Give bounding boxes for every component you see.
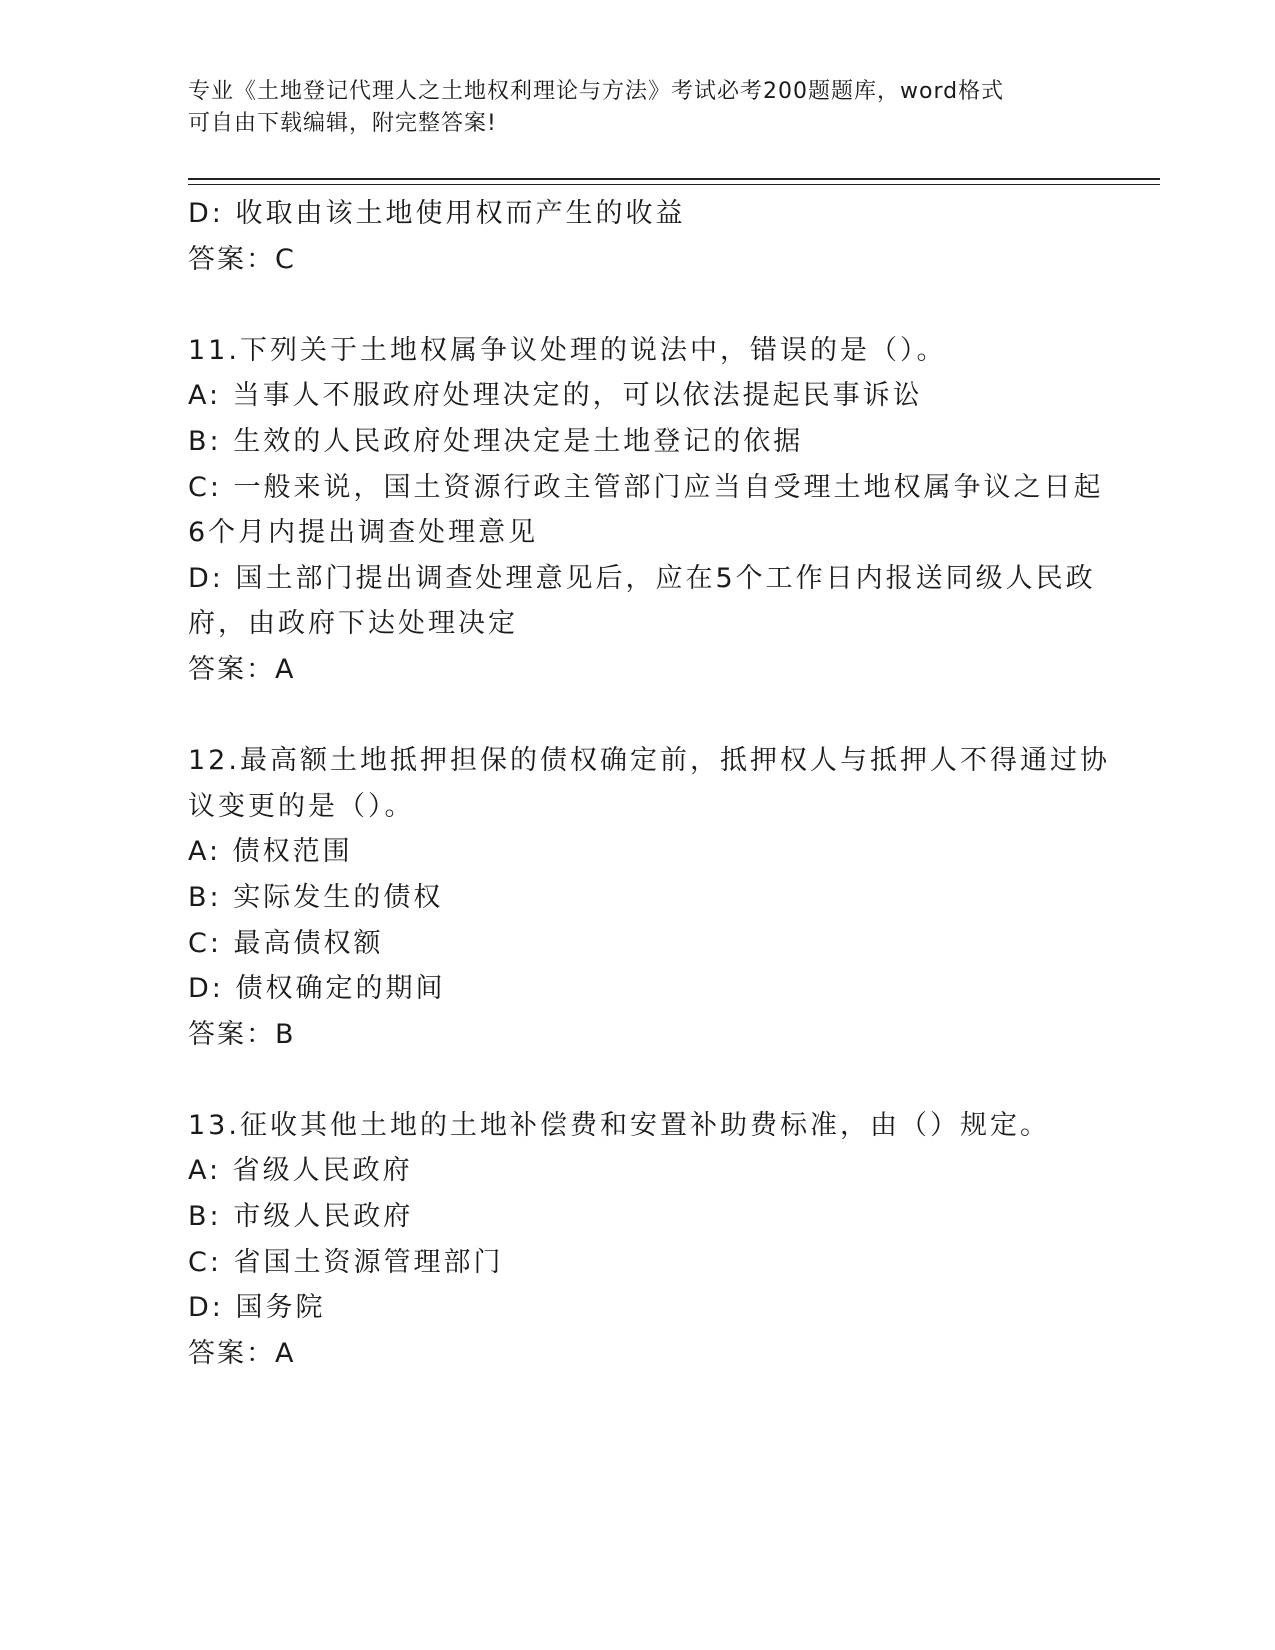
question-stem: 13.征收其他土地的土地补偿费和安置补助费标准，由（）规定。 <box>188 1109 1050 1141</box>
answer-line: 答案：B <box>188 1018 296 1050</box>
header-rule-thin <box>188 184 1160 185</box>
question-11 <box>188 328 1104 693</box>
option-a: A: 当事人不服政府处理决定的，可以依法提起民事诉讼 <box>188 380 923 412</box>
spacer <box>188 693 1088 739</box>
option-d: D: 国土部门提出调查处理意见后，应在5个工作日内报送同级人民政 <box>188 562 1096 594</box>
header-line-1: 专业《土地登记代理人之土地权利理论与方法》考试必考200题题库，word格式 <box>188 79 1005 104</box>
option-d: D: 收取由该土地使用权而产生的收益 <box>188 198 686 229</box>
option-b: B: 生效的人民政府处理决定是土地登记的依据 <box>188 425 804 457</box>
option-d: D: 国务院 <box>188 1292 326 1324</box>
answer-line: 答案：A <box>188 1337 296 1369</box>
question-stem-continued: 议变更的是（）。 <box>188 790 415 822</box>
header-line-2: 可自由下载编辑，附完整答案! <box>188 111 497 136</box>
option-c-continued: 6个月内提出调查处理意见 <box>188 517 539 549</box>
option-a: A: 债权范围 <box>188 836 353 868</box>
option-a: A: 省级人民政府 <box>188 1155 413 1187</box>
document-header <box>188 76 1088 140</box>
option-c: C: 一般来说，国土资源行政主管部门应当自受理土地权属争议之日起 <box>188 471 1104 503</box>
previous-question-tail <box>188 191 1088 282</box>
option-b: B: 市级人民政府 <box>188 1201 414 1233</box>
option-d: D: 债权确定的期间 <box>188 973 446 1005</box>
question-13 <box>188 1103 1088 1377</box>
option-b: B: 实际发生的债权 <box>188 881 444 913</box>
option-d-continued: 府，由政府下达处理决定 <box>188 608 518 640</box>
header-rule-thick <box>188 178 1160 180</box>
answer-line: 答案：A <box>188 653 296 685</box>
question-stem: 12.最高额土地抵押担保的债权确定前，抵押权人与抵押人不得通过协 <box>188 745 1110 777</box>
spacer <box>188 282 1088 328</box>
question-content <box>188 191 1110 1376</box>
option-c: C: 省国土资源管理部门 <box>188 1246 504 1278</box>
spacer <box>188 1057 1088 1103</box>
option-c: C: 最高债权额 <box>188 927 384 959</box>
answer-line: 答案：C <box>188 243 296 275</box>
question-12 <box>188 738 1110 1057</box>
question-stem: 11.下列关于土地权属争议处理的说法中，错误的是（）。 <box>188 334 947 366</box>
